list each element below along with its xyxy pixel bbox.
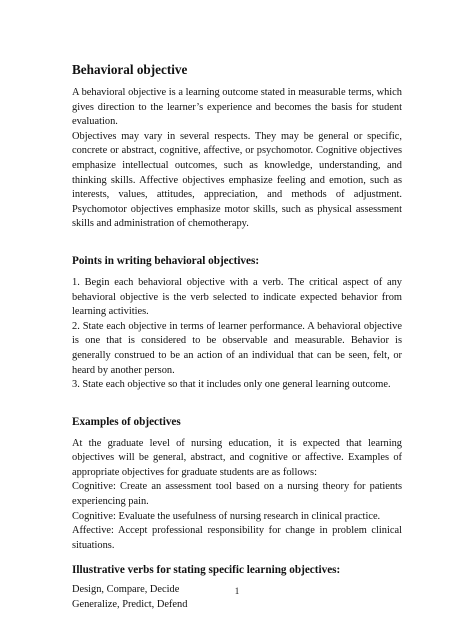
spacer	[72, 429, 402, 437]
example-item: Affective: Accept professional responsibility for change in problem clinical situations.	[72, 525, 402, 551]
page-number: 1	[234, 586, 240, 596]
point-item: 2. State each objective in terms of learner performance. A behavioral objective is one that is considered to be observable and measurable. Behavior is generally construed to be an action of an individual that can be seen, felt, or heard by another person.	[72, 320, 402, 376]
spacer	[72, 268, 402, 276]
point-item: 1. Begin each behavioral objective with a verb. The critical aspect of any behavioral objective is the verb selected to indicate expected behavior from learning activities.	[72, 276, 402, 318]
spacer	[72, 393, 402, 415]
point-item: 3. State each objective so that it includes only one general learning outcome.	[72, 379, 391, 391]
spacer	[72, 553, 402, 563]
intro-paragraph: A behavioral objective is a learning outcome stated in measurable terms, which gives direction to the learner’s experience and becomes the basis for student evaluation.	[72, 87, 402, 128]
document-content	[72, 62, 402, 613]
objectives-description-paragraph: Objectives may vary in several respects. They may be general or specific, concrete or abstract, cognitive, affective, or psychomotor. Cognitive objectives emphasize intellectual outcomes, such as knowledge, understanding, and thinking skills. Affective objectives emphasize feeling and emotion, such as interests, values, attitudes, appreciation, and methods of adjustment. Psychomotor objectives emphasize motor skills, such as physical assessment skills and administration of chemotherapy.	[72, 130, 402, 230]
example-item: Cognitive: Create an assessment tool based on a nursing theory for patients experiencing pain.	[72, 481, 402, 508]
points-heading: Points in writing behavioral objectives:	[72, 254, 260, 267]
examples-intro-paragraph: At the graduate level of nursing education, it is expected that learning objectives will be general, abstract, and cognitive or affective. Examples of appropriate objectives for graduate students are as follows:	[72, 437, 402, 478]
verbs-line: Design, Compare, Decide	[72, 584, 180, 596]
document-title: Behavioral objective	[72, 62, 188, 77]
spacer	[72, 232, 402, 254]
example-item: Cognitive: Evaluate the usefulness of nursing research in clinical practice.	[72, 510, 381, 522]
verbs-line: Generalize, Predict, Defend	[72, 599, 188, 611]
verbs-heading: Illustrative verbs for stating specific learning objectives:	[72, 564, 341, 577]
examples-heading: Examples of objectives	[72, 415, 181, 428]
